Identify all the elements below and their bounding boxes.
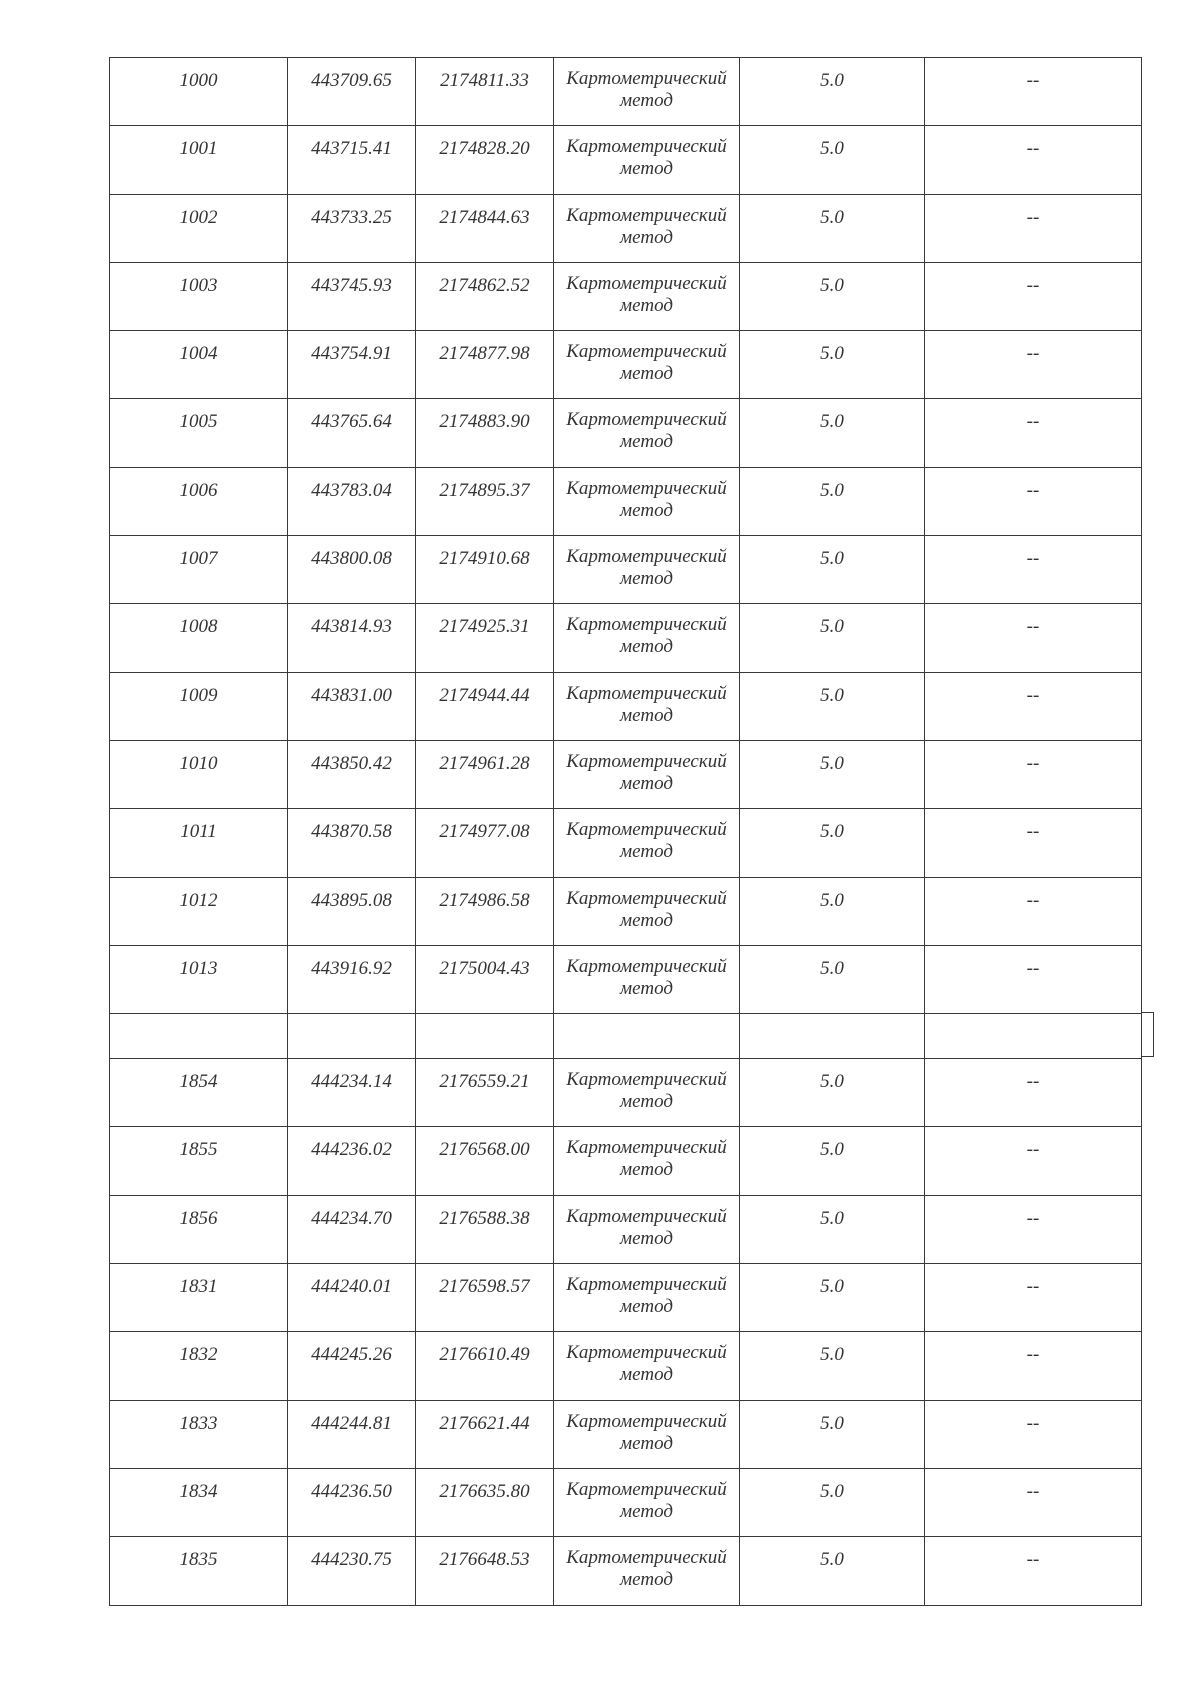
table-row bbox=[110, 331, 1142, 399]
method-line-1: Картометрический bbox=[566, 1205, 727, 1227]
cell-note: -- bbox=[925, 604, 1142, 672]
cell-x: 444244.81 bbox=[288, 1400, 416, 1468]
cell-point: 1012 bbox=[110, 877, 288, 945]
method-line-1: Картометрический bbox=[566, 887, 727, 909]
cell-x: 443754.91 bbox=[288, 331, 416, 399]
cell-y: 2176588.38 bbox=[416, 1195, 554, 1263]
table-row-empty bbox=[110, 1014, 1142, 1059]
cell-y: 2174910.68 bbox=[416, 536, 554, 604]
cell-point: 1010 bbox=[110, 740, 288, 808]
method-line-1: Картометрический bbox=[566, 136, 727, 158]
table-body bbox=[110, 58, 1142, 1606]
table-row bbox=[110, 672, 1142, 740]
table-row bbox=[110, 604, 1142, 672]
method-line-2: метод bbox=[620, 1296, 673, 1318]
empty-cell bbox=[288, 1014, 416, 1059]
table-row bbox=[110, 536, 1142, 604]
cell-accuracy: 5.0 bbox=[740, 672, 925, 740]
method-line-1: Картометрический bbox=[566, 750, 727, 772]
table-row bbox=[110, 262, 1142, 330]
cell-note: -- bbox=[925, 536, 1142, 604]
cell-note: -- bbox=[925, 262, 1142, 330]
method-line-2: метод bbox=[620, 977, 673, 999]
cell-note: -- bbox=[925, 1264, 1142, 1332]
cell-accuracy: 5.0 bbox=[740, 1195, 925, 1263]
cell-note: -- bbox=[925, 945, 1142, 1013]
cell-note: -- bbox=[925, 1127, 1142, 1195]
cell-point: 1834 bbox=[110, 1468, 288, 1536]
cell-method bbox=[554, 536, 740, 604]
method-line-2: метод bbox=[620, 704, 673, 726]
method-line-1: Картометрический bbox=[566, 68, 727, 89]
method-line-1: Картометрический bbox=[566, 204, 727, 226]
cell-x: 443800.08 bbox=[288, 536, 416, 604]
cell-accuracy: 5.0 bbox=[740, 331, 925, 399]
cell-point: 1002 bbox=[110, 194, 288, 262]
table-row bbox=[110, 58, 1142, 126]
cell-x: 443814.93 bbox=[288, 604, 416, 672]
cell-method bbox=[554, 262, 740, 330]
method-line-2: метод bbox=[620, 841, 673, 863]
method-line-2: метод bbox=[620, 1364, 673, 1386]
cell-y: 2174844.63 bbox=[416, 194, 554, 262]
cell-x: 443831.00 bbox=[288, 672, 416, 740]
method-line-1: Картометрический bbox=[566, 1069, 727, 1091]
cell-accuracy: 5.0 bbox=[740, 1059, 925, 1127]
cell-method bbox=[554, 331, 740, 399]
table-row bbox=[110, 1127, 1142, 1195]
cell-method bbox=[554, 126, 740, 194]
cell-point: 1006 bbox=[110, 467, 288, 535]
cell-y: 2174895.37 bbox=[416, 467, 554, 535]
cell-note: -- bbox=[925, 331, 1142, 399]
table-row bbox=[110, 1195, 1142, 1263]
cell-accuracy: 5.0 bbox=[740, 58, 925, 126]
empty-cell bbox=[416, 1014, 554, 1059]
method-line-2: метод bbox=[620, 294, 673, 316]
table-row bbox=[110, 740, 1142, 808]
cell-point: 1000 bbox=[110, 58, 288, 126]
method-line-2: метод bbox=[620, 772, 673, 794]
cell-method bbox=[554, 1537, 740, 1605]
cell-accuracy: 5.0 bbox=[740, 877, 925, 945]
cell-x: 443870.58 bbox=[288, 809, 416, 877]
cell-y: 2174944.44 bbox=[416, 672, 554, 740]
cell-x: 443709.65 bbox=[288, 58, 416, 126]
cell-accuracy: 5.0 bbox=[740, 945, 925, 1013]
method-line-1: Картометрический bbox=[566, 409, 727, 431]
cell-method bbox=[554, 399, 740, 467]
cell-x: 443765.64 bbox=[288, 399, 416, 467]
cell-note: -- bbox=[925, 126, 1142, 194]
cell-x: 444236.02 bbox=[288, 1127, 416, 1195]
method-line-1: Картометрический bbox=[566, 1410, 727, 1432]
method-line-1: Картометрический bbox=[566, 1137, 727, 1159]
method-line-1: Картометрический bbox=[566, 1478, 727, 1500]
cell-y: 2174977.08 bbox=[416, 809, 554, 877]
cell-y: 2176635.80 bbox=[416, 1468, 554, 1536]
table-row bbox=[110, 1332, 1142, 1400]
cell-method bbox=[554, 467, 740, 535]
cell-method bbox=[554, 1400, 740, 1468]
method-line-1: Картометрический bbox=[566, 819, 727, 841]
cell-point: 1832 bbox=[110, 1332, 288, 1400]
table-row bbox=[110, 1468, 1142, 1536]
cell-method bbox=[554, 1264, 740, 1332]
cell-y: 2174986.58 bbox=[416, 877, 554, 945]
cell-note: -- bbox=[925, 194, 1142, 262]
cell-y: 2175004.43 bbox=[416, 945, 554, 1013]
cell-x: 444234.14 bbox=[288, 1059, 416, 1127]
method-line-2: метод bbox=[620, 158, 673, 180]
method-line-1: Картометрический bbox=[566, 682, 727, 704]
table-row bbox=[110, 467, 1142, 535]
cell-accuracy: 5.0 bbox=[740, 536, 925, 604]
cell-point: 1008 bbox=[110, 604, 288, 672]
cell-y: 2174811.33 bbox=[416, 58, 554, 126]
cell-y: 2174961.28 bbox=[416, 740, 554, 808]
cell-x: 443745.93 bbox=[288, 262, 416, 330]
table-row bbox=[110, 194, 1142, 262]
cell-accuracy: 5.0 bbox=[740, 194, 925, 262]
method-line-1: Картометрический bbox=[566, 477, 727, 499]
cell-note: -- bbox=[925, 1332, 1142, 1400]
cell-accuracy: 5.0 bbox=[740, 1127, 925, 1195]
method-line-1: Картометрический bbox=[566, 341, 727, 363]
table-row bbox=[110, 809, 1142, 877]
cell-x: 443715.41 bbox=[288, 126, 416, 194]
table-row bbox=[110, 877, 1142, 945]
cell-y: 2176559.21 bbox=[416, 1059, 554, 1127]
cell-accuracy: 5.0 bbox=[740, 809, 925, 877]
cell-accuracy: 5.0 bbox=[740, 1332, 925, 1400]
cell-accuracy: 5.0 bbox=[740, 467, 925, 535]
cell-note: -- bbox=[925, 58, 1142, 126]
cell-note: -- bbox=[925, 672, 1142, 740]
cell-point: 1856 bbox=[110, 1195, 288, 1263]
method-line-2: метод bbox=[620, 568, 673, 590]
cell-x: 443916.92 bbox=[288, 945, 416, 1013]
table-row bbox=[110, 1400, 1142, 1468]
cell-x: 444240.01 bbox=[288, 1264, 416, 1332]
cell-note: -- bbox=[925, 809, 1142, 877]
cell-note: -- bbox=[925, 740, 1142, 808]
cell-method bbox=[554, 1195, 740, 1263]
empty-cell bbox=[740, 1014, 925, 1059]
cell-point: 1013 bbox=[110, 945, 288, 1013]
cell-point: 1835 bbox=[110, 1537, 288, 1605]
cell-y: 2174877.98 bbox=[416, 331, 554, 399]
method-line-2: метод bbox=[620, 1569, 673, 1591]
cell-accuracy: 5.0 bbox=[740, 126, 925, 194]
cell-point: 1004 bbox=[110, 331, 288, 399]
cell-note: -- bbox=[925, 1400, 1142, 1468]
method-line-2: метод bbox=[620, 431, 673, 453]
method-line-1: Картометрический bbox=[566, 1274, 727, 1296]
cell-y: 2176621.44 bbox=[416, 1400, 554, 1468]
cell-y: 2174925.31 bbox=[416, 604, 554, 672]
cell-method bbox=[554, 672, 740, 740]
cell-point: 1833 bbox=[110, 1400, 288, 1468]
cell-accuracy: 5.0 bbox=[740, 740, 925, 808]
table-row bbox=[110, 399, 1142, 467]
cell-x: 444236.50 bbox=[288, 1468, 416, 1536]
table-row bbox=[110, 1059, 1142, 1127]
cell-y: 2176598.57 bbox=[416, 1264, 554, 1332]
cell-method bbox=[554, 194, 740, 262]
coordinates-table bbox=[109, 57, 1142, 1606]
cell-x: 443733.25 bbox=[288, 194, 416, 262]
cell-method bbox=[554, 945, 740, 1013]
cell-method bbox=[554, 740, 740, 808]
empty-cell bbox=[925, 1014, 1142, 1059]
cell-point: 1855 bbox=[110, 1127, 288, 1195]
table-row bbox=[110, 945, 1142, 1013]
cell-note: -- bbox=[925, 1059, 1142, 1127]
cell-accuracy: 5.0 bbox=[740, 1468, 925, 1536]
method-line-1: Картометрический bbox=[566, 546, 727, 568]
cell-method bbox=[554, 877, 740, 945]
cell-point: 1003 bbox=[110, 262, 288, 330]
cell-point: 1007 bbox=[110, 536, 288, 604]
table-row bbox=[110, 1264, 1142, 1332]
cell-method bbox=[554, 1127, 740, 1195]
cell-point: 1011 bbox=[110, 809, 288, 877]
cell-method bbox=[554, 1059, 740, 1127]
cell-x: 443783.04 bbox=[288, 467, 416, 535]
cell-method bbox=[554, 58, 740, 126]
cell-note: -- bbox=[925, 399, 1142, 467]
method-line-2: метод bbox=[620, 1227, 673, 1249]
cell-note: -- bbox=[925, 1195, 1142, 1263]
cell-note: -- bbox=[925, 1537, 1142, 1605]
method-line-2: метод bbox=[620, 90, 673, 111]
gap-row-extra-cell bbox=[1141, 1012, 1154, 1057]
cell-y: 2176648.53 bbox=[416, 1537, 554, 1605]
cell-y: 2174828.20 bbox=[416, 126, 554, 194]
cell-accuracy: 5.0 bbox=[740, 399, 925, 467]
cell-method bbox=[554, 1332, 740, 1400]
method-line-2: метод bbox=[620, 909, 673, 931]
method-line-2: метод bbox=[620, 1091, 673, 1113]
method-line-2: метод bbox=[620, 1159, 673, 1181]
cell-x: 444245.26 bbox=[288, 1332, 416, 1400]
cell-x: 444234.70 bbox=[288, 1195, 416, 1263]
cell-accuracy: 5.0 bbox=[740, 1400, 925, 1468]
cell-method bbox=[554, 809, 740, 877]
cell-accuracy: 5.0 bbox=[740, 1264, 925, 1332]
method-line-1: Картометрический bbox=[566, 1342, 727, 1364]
cell-point: 1854 bbox=[110, 1059, 288, 1127]
empty-cell bbox=[110, 1014, 288, 1059]
cell-point: 1009 bbox=[110, 672, 288, 740]
cell-accuracy: 5.0 bbox=[740, 262, 925, 330]
cell-method bbox=[554, 604, 740, 672]
method-line-1: Картометрический bbox=[566, 272, 727, 294]
method-line-2: метод bbox=[620, 1432, 673, 1454]
cell-point: 1001 bbox=[110, 126, 288, 194]
cell-point: 1831 bbox=[110, 1264, 288, 1332]
cell-note: -- bbox=[925, 877, 1142, 945]
method-line-1: Картометрический bbox=[566, 955, 727, 977]
cell-note: -- bbox=[925, 467, 1142, 535]
cell-x: 443850.42 bbox=[288, 740, 416, 808]
table-row bbox=[110, 126, 1142, 194]
cell-x: 444230.75 bbox=[288, 1537, 416, 1605]
method-line-2: метод bbox=[620, 226, 673, 248]
cell-method bbox=[554, 1468, 740, 1536]
cell-y: 2174883.90 bbox=[416, 399, 554, 467]
cell-x: 443895.08 bbox=[288, 877, 416, 945]
cell-note: -- bbox=[925, 1468, 1142, 1536]
method-line-1: Картометрический bbox=[566, 1547, 727, 1569]
cell-y: 2176568.00 bbox=[416, 1127, 554, 1195]
table-row bbox=[110, 1537, 1142, 1605]
cell-accuracy: 5.0 bbox=[740, 604, 925, 672]
cell-y: 2176610.49 bbox=[416, 1332, 554, 1400]
cell-accuracy: 5.0 bbox=[740, 1537, 925, 1605]
method-line-1: Картометрический bbox=[566, 614, 727, 636]
method-line-2: метод bbox=[620, 363, 673, 385]
cell-point: 1005 bbox=[110, 399, 288, 467]
empty-cell bbox=[554, 1014, 740, 1059]
method-line-2: метод bbox=[620, 636, 673, 658]
method-line-2: метод bbox=[620, 1500, 673, 1522]
method-line-2: метод bbox=[620, 499, 673, 521]
cell-y: 2174862.52 bbox=[416, 262, 554, 330]
